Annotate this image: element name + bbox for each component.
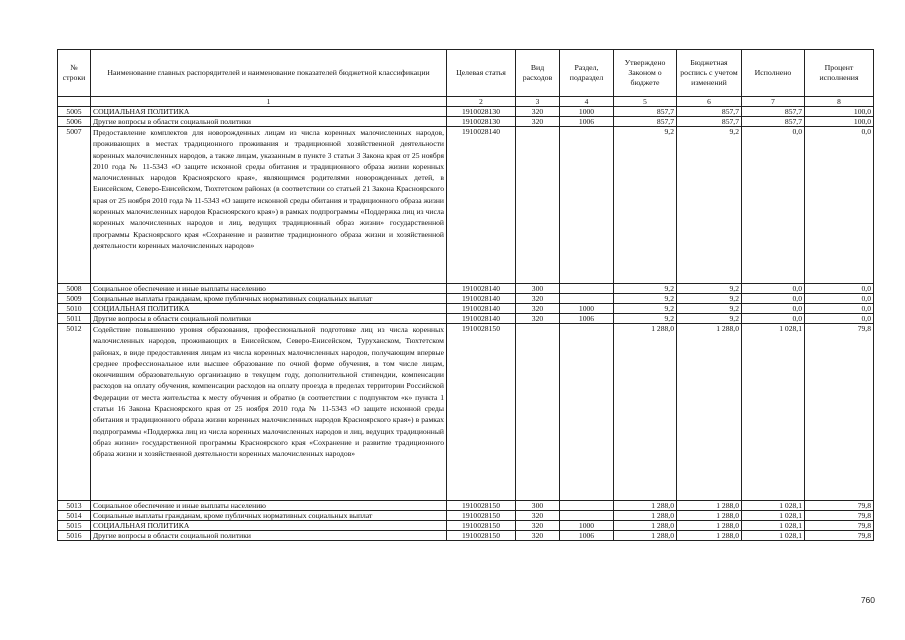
row-expense-kind: 320 bbox=[516, 521, 560, 531]
row-percent: 79,8 bbox=[805, 511, 874, 521]
row-approved: 857,7 bbox=[614, 117, 677, 127]
header-row bbox=[58, 50, 874, 97]
row-percent: 79,8 bbox=[805, 521, 874, 531]
column-number: 6 bbox=[677, 97, 742, 107]
row-target-article: 1910028140 bbox=[447, 127, 516, 284]
row-target-article: 1910028130 bbox=[447, 107, 516, 117]
row-percent: 0,0 bbox=[805, 127, 874, 284]
row-schedule: 857,7 bbox=[677, 107, 742, 117]
row-line-number: 5015 bbox=[58, 521, 91, 531]
row-percent: 100,0 bbox=[805, 107, 874, 117]
row-percent: 0,0 bbox=[805, 304, 874, 314]
column-number-row bbox=[58, 97, 874, 107]
row-section bbox=[560, 511, 614, 521]
row-approved: 9,2 bbox=[614, 284, 677, 294]
row-executed: 857,7 bbox=[742, 117, 805, 127]
row-schedule: 9,2 bbox=[677, 294, 742, 304]
table-body bbox=[58, 107, 874, 541]
row-line-number: 5009 bbox=[58, 294, 91, 304]
row-percent: 79,8 bbox=[805, 324, 874, 501]
row-schedule: 1 288,0 bbox=[677, 324, 742, 501]
budget-table bbox=[57, 49, 874, 541]
row-target-article: 1910028140 bbox=[447, 314, 516, 324]
row-name: СОЦИАЛЬНАЯ ПОЛИТИКА bbox=[91, 521, 447, 531]
row-executed: 0,0 bbox=[742, 314, 805, 324]
row-expense-kind: 320 bbox=[516, 117, 560, 127]
table-row bbox=[58, 117, 874, 127]
row-percent: 0,0 bbox=[805, 294, 874, 304]
table-row bbox=[58, 314, 874, 324]
row-target-article: 1910028150 bbox=[447, 511, 516, 521]
row-schedule: 9,2 bbox=[677, 127, 742, 284]
row-line-number: 5008 bbox=[58, 284, 91, 294]
row-target-article: 1910028140 bbox=[447, 284, 516, 294]
row-approved: 857,7 bbox=[614, 107, 677, 117]
row-expense-kind: 300 bbox=[516, 284, 560, 294]
row-section: 1000 bbox=[560, 304, 614, 314]
row-name: Содействие повышению уровня образования, профессиональной подготовке лиц из числа коренных малочисленных народов, проживающих в Енисейском, Северо-Енисейском, Туруханском, Тюхтетском районах, в виде предоставления лицам из числа коренных малочисленных народов, получающим впервые среднее профессиональное или высшее образование по очной форме обучения, в том числе лицам, окончившим образовательную организацию в текущем году, дополнительной стипендии, компенсации расходов на оплату обучения, компенсации расходов на оплату проезда в пределах территории Российской Федерации от места жительства к месту обучения и обратно (в соответствии с подпунктом «к» пункта 1 статьи 16 Закона Красноярского края от 25 ноября 2010 года № 11-5343 «О защите исконной среды обитания и традиционного образа жизни коренных малочисленных народов Красноярского края») в рамках подпрограммы «Поддержка лиц из числа коренных малочисленных народов и лиц, ведущих традиционный образ жизни» государственной программы Красноярского края «Сохранение и развитие традиционного образа жизни и хозяйственной деятельности коренных малочисленных народов» bbox=[91, 324, 447, 501]
row-executed: 1 028,1 bbox=[742, 501, 805, 511]
row-approved: 1 288,0 bbox=[614, 324, 677, 501]
row-name: Другие вопросы в области социальной политики bbox=[91, 314, 447, 324]
row-line-number: 5005 bbox=[58, 107, 91, 117]
row-section bbox=[560, 284, 614, 294]
row-executed: 1 028,1 bbox=[742, 511, 805, 521]
row-approved: 1 288,0 bbox=[614, 521, 677, 531]
header-kind: Вид расходов bbox=[516, 50, 560, 97]
row-target-article: 1910028150 bbox=[447, 324, 516, 501]
row-approved: 9,2 bbox=[614, 314, 677, 324]
row-percent: 79,8 bbox=[805, 531, 874, 541]
row-line-number: 5014 bbox=[58, 511, 91, 521]
table-row bbox=[58, 284, 874, 294]
header-percent: Процент исполнения bbox=[805, 50, 874, 97]
table-row bbox=[58, 304, 874, 314]
header-section: Раздел, подраздел bbox=[560, 50, 614, 97]
row-schedule: 9,2 bbox=[677, 314, 742, 324]
column-number: 2 bbox=[447, 97, 516, 107]
page-number: 760 bbox=[860, 595, 875, 605]
row-section bbox=[560, 127, 614, 284]
row-percent: 0,0 bbox=[805, 284, 874, 294]
row-name: Социальное обеспечение и иные выплаты населению bbox=[91, 501, 447, 511]
row-section: 1006 bbox=[560, 314, 614, 324]
row-schedule: 9,2 bbox=[677, 304, 742, 314]
column-number: 7 bbox=[742, 97, 805, 107]
row-target-article: 1910028150 bbox=[447, 521, 516, 531]
table-row bbox=[58, 107, 874, 117]
row-name: Социальные выплаты гражданам, кроме публичных нормативных социальных выплат bbox=[91, 294, 447, 304]
row-section: 1000 bbox=[560, 521, 614, 531]
row-expense-kind bbox=[516, 127, 560, 284]
row-target-article: 1910028150 bbox=[447, 531, 516, 541]
column-number: 1 bbox=[91, 97, 447, 107]
row-expense-kind: 320 bbox=[516, 107, 560, 117]
row-approved: 9,2 bbox=[614, 294, 677, 304]
row-schedule: 1 288,0 bbox=[677, 501, 742, 511]
row-section: 1006 bbox=[560, 117, 614, 127]
row-executed: 0,0 bbox=[742, 294, 805, 304]
column-number: 4 bbox=[560, 97, 614, 107]
table-row bbox=[58, 127, 874, 284]
row-section: 1006 bbox=[560, 531, 614, 541]
row-approved: 9,2 bbox=[614, 127, 677, 284]
row-name: СОЦИАЛЬНАЯ ПОЛИТИКА bbox=[91, 304, 447, 314]
row-expense-kind: 320 bbox=[516, 304, 560, 314]
header-schedule: Бюджетная роспись с учетом изменений bbox=[677, 50, 742, 97]
table-row bbox=[58, 294, 874, 304]
table-row bbox=[58, 324, 874, 501]
row-expense-kind: 320 bbox=[516, 294, 560, 304]
column-number: 5 bbox=[614, 97, 677, 107]
row-line-number: 5011 bbox=[58, 314, 91, 324]
row-section bbox=[560, 501, 614, 511]
row-approved: 1 288,0 bbox=[614, 511, 677, 521]
row-executed: 1 028,1 bbox=[742, 531, 805, 541]
row-target-article: 1910028130 bbox=[447, 117, 516, 127]
row-schedule: 9,2 bbox=[677, 284, 742, 294]
row-executed: 0,0 bbox=[742, 304, 805, 314]
row-percent: 79,8 bbox=[805, 501, 874, 511]
row-target-article: 1910028140 bbox=[447, 304, 516, 314]
row-approved: 1 288,0 bbox=[614, 531, 677, 541]
row-schedule: 857,7 bbox=[677, 117, 742, 127]
header-executed: Исполнено bbox=[742, 50, 805, 97]
column-number: 3 bbox=[516, 97, 560, 107]
table-row bbox=[58, 501, 874, 511]
row-expense-kind bbox=[516, 324, 560, 501]
row-line-number: 5013 bbox=[58, 501, 91, 511]
row-percent: 100,0 bbox=[805, 117, 874, 127]
row-executed: 1 028,1 bbox=[742, 521, 805, 531]
row-approved: 9,2 bbox=[614, 304, 677, 314]
table-row bbox=[58, 511, 874, 521]
row-line-number: 5006 bbox=[58, 117, 91, 127]
column-number-blank bbox=[58, 97, 91, 107]
row-executed: 857,7 bbox=[742, 107, 805, 117]
header-line: № строки bbox=[58, 50, 91, 97]
row-line-number: 5010 bbox=[58, 304, 91, 314]
row-line-number: 5012 bbox=[58, 324, 91, 501]
row-name: СОЦИАЛЬНАЯ ПОЛИТИКА bbox=[91, 107, 447, 117]
header-name: Наименование главных распорядителей и наименование показателей бюджетной классификации bbox=[91, 50, 447, 97]
row-line-number: 5007 bbox=[58, 127, 91, 284]
row-name: Другие вопросы в области социальной политики bbox=[91, 117, 447, 127]
column-number: 8 bbox=[805, 97, 874, 107]
header-target: Целевая статья bbox=[447, 50, 516, 97]
row-line-number: 5016 bbox=[58, 531, 91, 541]
row-expense-kind: 320 bbox=[516, 531, 560, 541]
row-expense-kind: 320 bbox=[516, 511, 560, 521]
row-section bbox=[560, 294, 614, 304]
row-target-article: 1910028140 bbox=[447, 294, 516, 304]
row-executed: 1 028,1 bbox=[742, 324, 805, 501]
row-name: Другие вопросы в области социальной политики bbox=[91, 531, 447, 541]
row-section: 1000 bbox=[560, 107, 614, 117]
row-expense-kind: 320 bbox=[516, 314, 560, 324]
row-name: Предоставление комплектов для новорожденных лицам из числа коренных малочисленных народов, проживающих в местах традиционного проживания и традиционной хозяйственной деятельности коренных малочисленных народов, а также лицам, указанным в пункте 3 статьи 3 Закона края от 25 ноября 2010 года № 11-5343 «О защите исконной среды обитания и традиционного образа жизни коренных малочисленных народов Красноярского края», являющимся родителями новорожденных детей, в Енисейском, Северо-Енисейском, Тюхтетском районах (в соответствии со статьей 21 Закона Красноярского края от 25 ноября 2010 года № 11-5343 «О защите исконной среды обитания и традиционного образа жизни коренных малочисленных народов Красноярского края») в рамках подпрограммы «Поддержка лиц из числа коренных малочисленных народов и лиц, ведущих традиционный образ жизни» государственной программы Красноярского края «Сохранение и развитие традиционного образа жизни и хозяйственной деятельности коренных малочисленных народов» bbox=[91, 127, 447, 284]
row-schedule: 1 288,0 bbox=[677, 511, 742, 521]
row-expense-kind: 300 bbox=[516, 501, 560, 511]
table-row bbox=[58, 531, 874, 541]
row-schedule: 1 288,0 bbox=[677, 531, 742, 541]
row-executed: 0,0 bbox=[742, 284, 805, 294]
row-target-article: 1910028150 bbox=[447, 501, 516, 511]
header-approved: Утверждено Законом о бюджете bbox=[614, 50, 677, 97]
row-schedule: 1 288,0 bbox=[677, 521, 742, 531]
row-name: Социальное обеспечение и иные выплаты населению bbox=[91, 284, 447, 294]
row-approved: 1 288,0 bbox=[614, 501, 677, 511]
table-row bbox=[58, 521, 874, 531]
row-percent: 0,0 bbox=[805, 314, 874, 324]
row-executed: 0,0 bbox=[742, 127, 805, 284]
row-section bbox=[560, 324, 614, 501]
row-name: Социальные выплаты гражданам, кроме публичных нормативных социальных выплат bbox=[91, 511, 447, 521]
